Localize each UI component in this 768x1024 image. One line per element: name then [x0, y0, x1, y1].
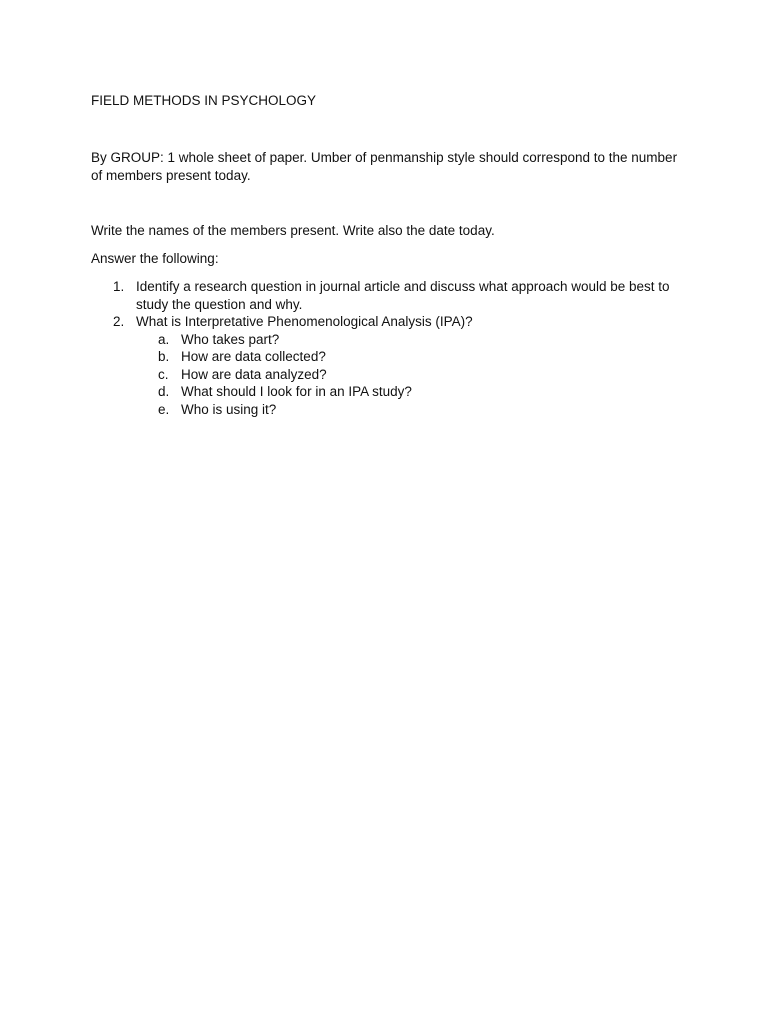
subquestion-item [136, 348, 691, 366]
subquestion-letter: c. [158, 366, 169, 382]
question-number: 1. [113, 279, 125, 294]
question-text: Identify a research question in journal article and discuss what approach would be best to study the question and why. [136, 279, 670, 312]
question-item [91, 278, 691, 313]
question-list [91, 278, 691, 418]
subquestion-item [136, 331, 691, 349]
document-title: FIELD METHODS IN PSYCHOLOGY [91, 93, 317, 108]
subquestion-text: How are data collected? [181, 349, 326, 364]
subquestion-text: How are data analyzed? [181, 366, 327, 382]
question-number: 2. [113, 314, 125, 329]
subquestion-text: Who takes part? [181, 331, 280, 347]
names-instruction: Write the names of the members present. Write also the date today. [91, 223, 495, 238]
subquestion-item [136, 366, 691, 384]
subquestion-list [136, 331, 691, 419]
subquestion-text: What should I look for in an IPA study? [181, 384, 412, 399]
subquestion-letter: d. [158, 384, 170, 399]
group-instructions: By GROUP: 1 whole sheet of paper. Umber of penmanship style should correspond to the number of members present today. [91, 150, 678, 183]
subquestion-letter: a. [158, 331, 170, 347]
question-text: What is Interpretative Phenomenological Analysis (IPA)? [136, 314, 473, 329]
subquestion-text: Who is using it? [181, 401, 277, 417]
subquestion-item [136, 383, 691, 401]
subquestion-letter: b. [158, 349, 170, 364]
subquestion-letter: e. [158, 401, 170, 417]
answer-prompt: Answer the following: [91, 251, 219, 266]
subquestion-item [136, 401, 691, 419]
question-item [91, 313, 691, 418]
